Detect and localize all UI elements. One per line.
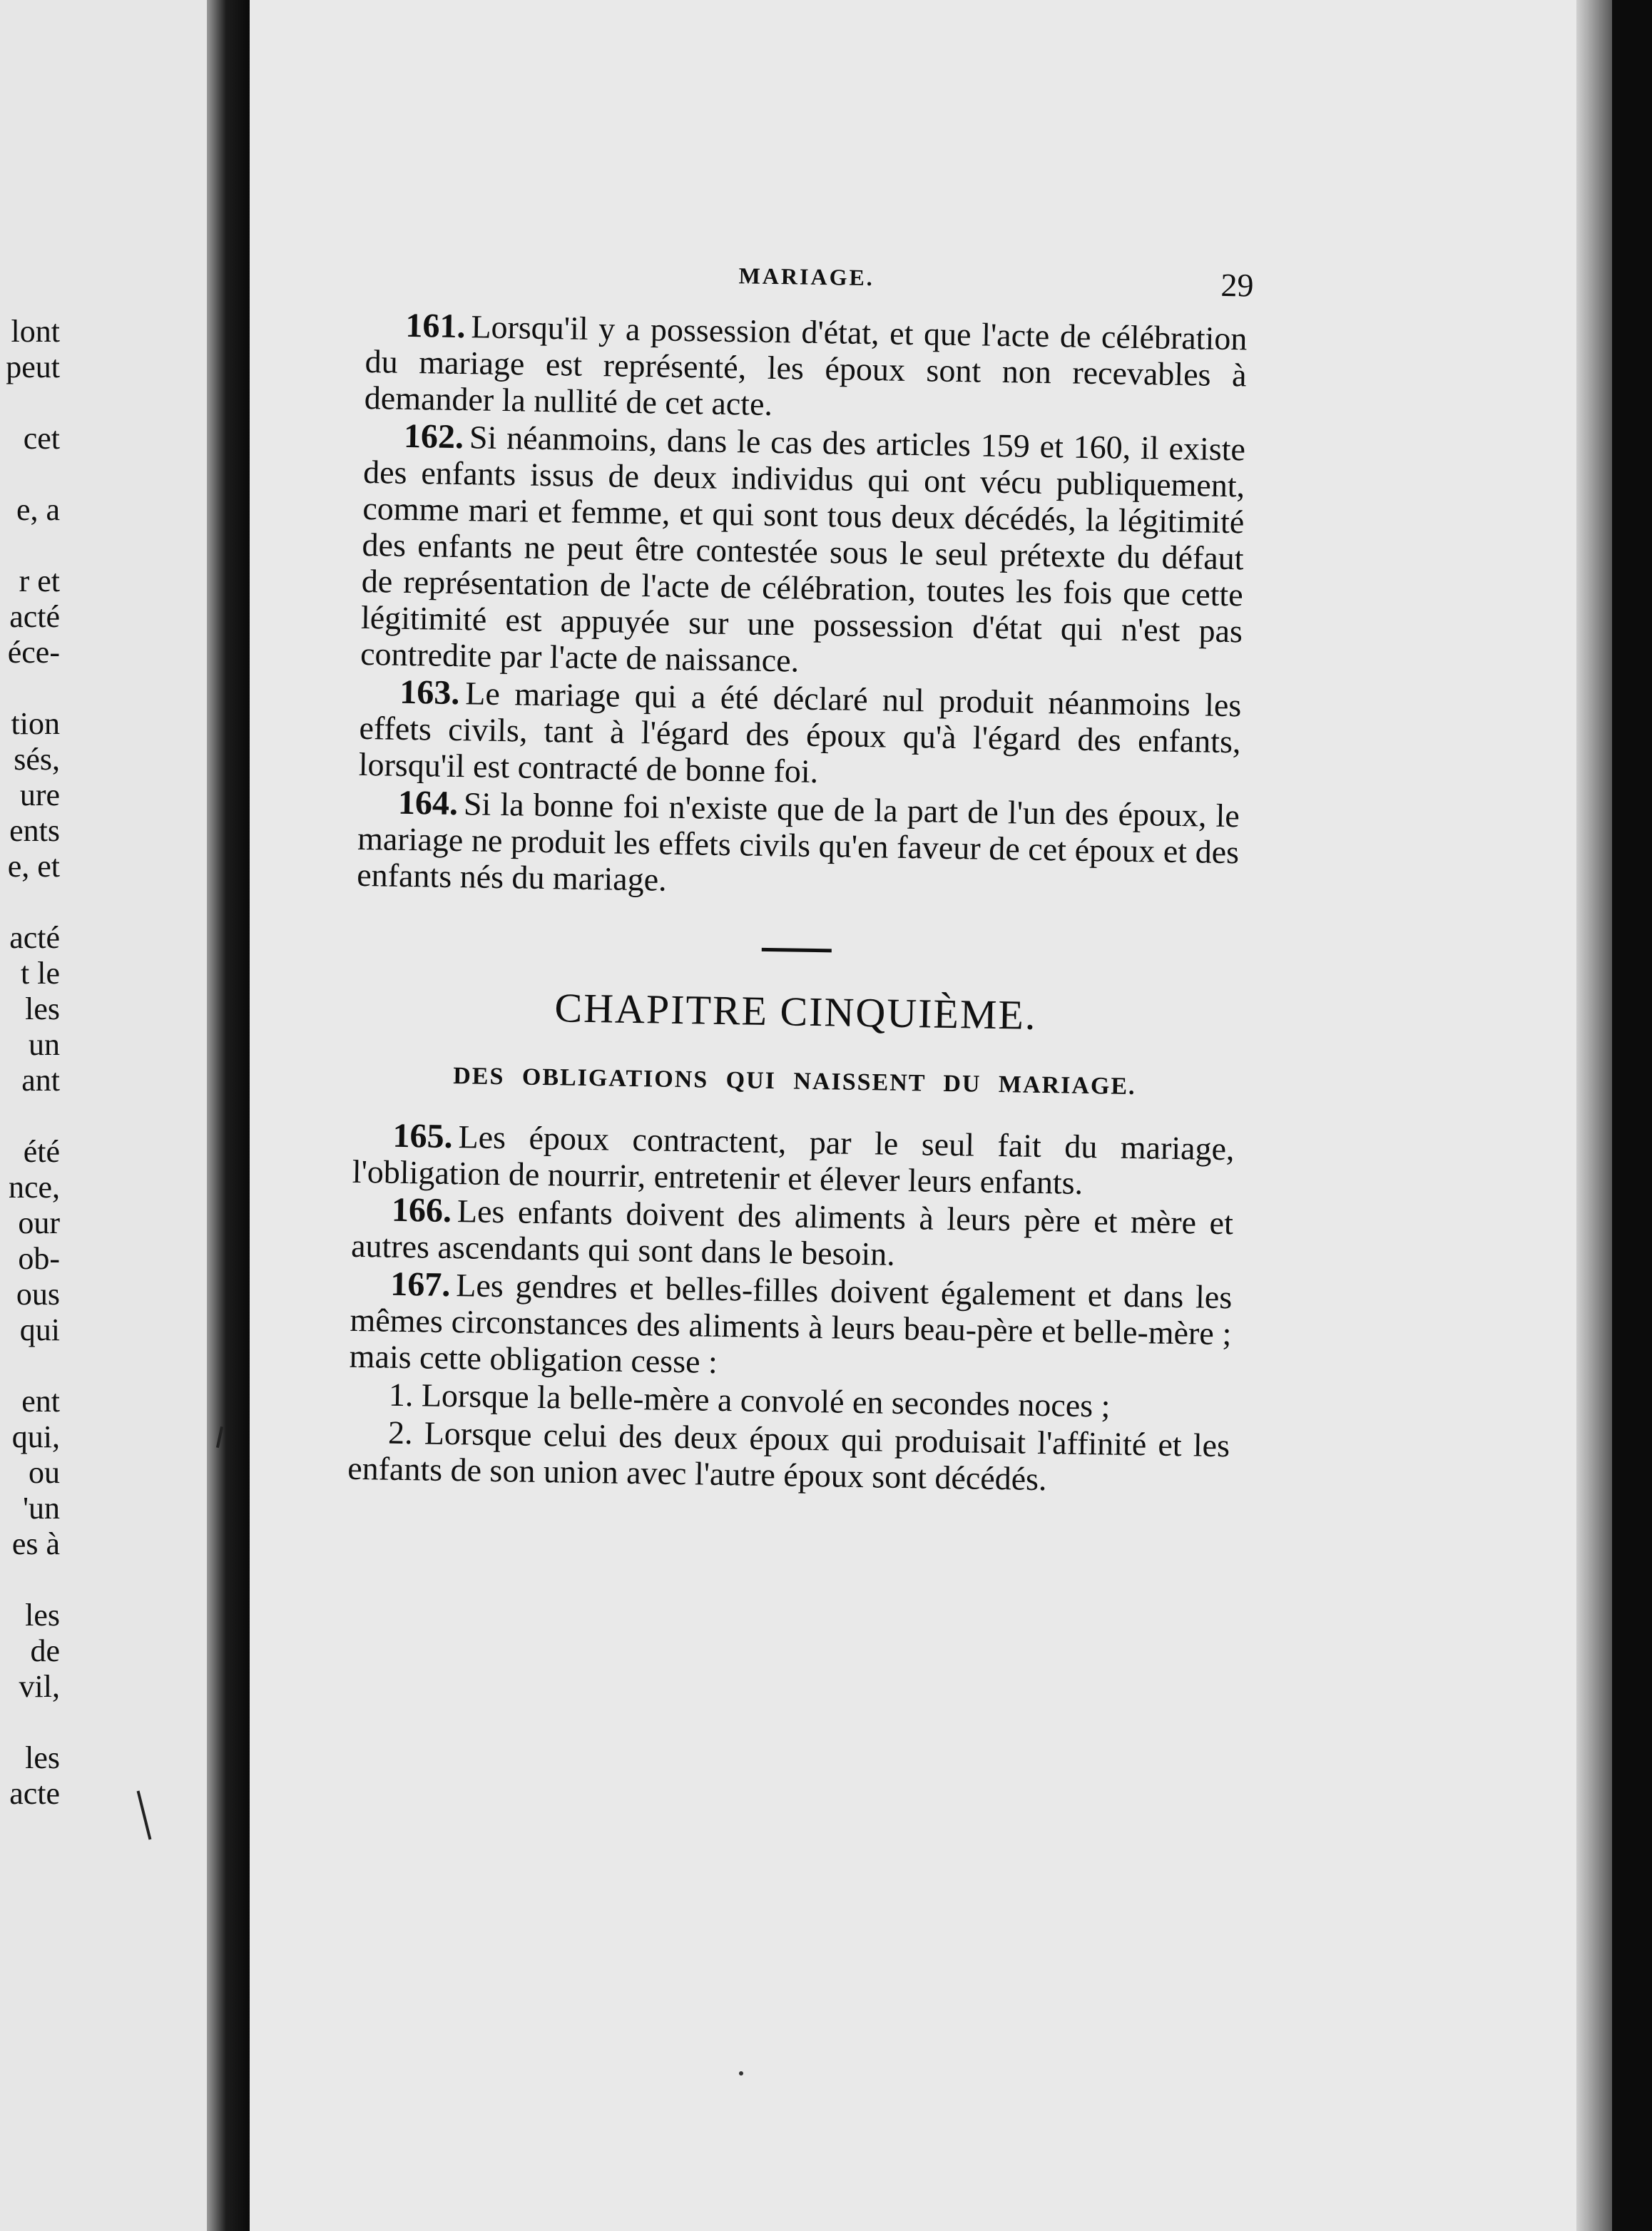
left-line [0, 1348, 60, 1384]
left-line: e, a [16, 492, 60, 527]
page-number: 29 [1220, 266, 1254, 304]
left-line: ous [16, 1277, 60, 1312]
left-line: lont [11, 314, 60, 349]
article-number: 165. [392, 1116, 454, 1156]
left-line: our [18, 1205, 60, 1240]
article-text: Si la bonne foi n'existe que de la part de l'un des époux, le mariage ne produit les effets civils qu'en faveur de cet époux et des enfants nés du mariage. [356, 785, 1240, 898]
enumeration-item: 2. Lorsque celui des deux époux qui produisait l'affinité et les enfants de son union avec l'autre époux sont décédés. [347, 1414, 1230, 1498]
article-number: 166. [391, 1190, 452, 1230]
left-line: les [25, 1740, 60, 1775]
article-number: 161. [405, 306, 466, 346]
ink-mark [137, 1791, 152, 1840]
page-content [347, 257, 1254, 1501]
article-text: Les époux contractent, par le seul fait du mariage, l'obligation de nourrir, entretenir et élever leurs enfants. [352, 1118, 1235, 1201]
section-rule [762, 948, 832, 953]
enumeration-item: 1. Lorsque la belle-mère a convolé en secondes noces ; [388, 1376, 1111, 1424]
article [349, 1265, 1232, 1388]
left-line: nce, [8, 1170, 60, 1205]
left-line: sés, [14, 742, 60, 777]
article [352, 1117, 1234, 1203]
article-text: Le mariage qui a été déclaré nul produit néanmoins les effets civils, tant à l'égard des époux qu'à l'égard des enfants, lorsqu'il est contracté de bonne foi. [358, 675, 1242, 790]
left-line: tion [11, 706, 60, 741]
left-line: e, et [7, 849, 60, 884]
article-text: Si néanmoins, dans le cas des articles 159 et 160, il existe des enfants issus de deux individus qui ont vécu publiquement, comme mari et femme, et qui sont tous deux décédés, la légitimité des enfants ne peut être contestée sous le seul prétexte du défaut de représentation de l'acte de célébration, toutes les fois que cette légitimité est appuyée sur une possession d'état qui n'est pas contredite par l'acte de naissance. [360, 419, 1246, 679]
left-line: ents [9, 813, 60, 848]
article-number: 164. [397, 783, 459, 823]
running-title: MARIAGE. [738, 262, 875, 291]
left-line: été [23, 1134, 60, 1169]
left-line: 'un [23, 1491, 60, 1526]
left-line [0, 670, 60, 706]
article-text: Les gendres et belles-filles doivent également et dans les mêmes circonstances des aliments à leurs beau-père et belle-mère ; mais cette obligation cesse : [349, 1267, 1233, 1380]
article-number: 167. [389, 1265, 451, 1305]
article [364, 307, 1247, 429]
chapter-subtitle: DES OBLIGATIONS QUI NAISSENT DU MARIAGE. [452, 1063, 1136, 1101]
left-line: les [25, 1598, 60, 1633]
left-line: vil, [19, 1669, 60, 1704]
left-line: un [29, 1027, 60, 1062]
left-line: ent [21, 1384, 60, 1419]
left-line [0, 884, 60, 920]
book-gutter [207, 0, 250, 2231]
left-line [0, 1562, 60, 1598]
left-page-text-column [0, 314, 60, 1812]
left-line [0, 528, 60, 563]
article-text: Les enfants doivent des aliments à leurs père et mère et autres ascendants qui sont dans le besoin. [350, 1193, 1234, 1272]
left-line: peut [6, 349, 60, 384]
left-line [0, 1705, 60, 1740]
left-line: qui, [11, 1419, 60, 1454]
article [351, 1191, 1233, 1277]
left-line: les [25, 991, 60, 1026]
article [358, 673, 1241, 796]
left-line: t le [21, 956, 60, 991]
chapter-title: CHAPITRE CINQUIÈME. [554, 984, 1037, 1038]
left-line: r et [19, 563, 60, 598]
article-number: 162. [403, 417, 464, 456]
left-line: acté [9, 920, 60, 955]
article [360, 417, 1245, 685]
left-line: es à [11, 1526, 60, 1561]
left-line: ant [21, 1063, 60, 1098]
left-line: qui [19, 1312, 60, 1347]
article [357, 784, 1240, 907]
left-line: ob- [18, 1241, 60, 1276]
left-line: ure [19, 777, 60, 812]
page-edge [1576, 0, 1612, 2231]
left-line: cet [23, 421, 60, 456]
left-line [0, 1098, 60, 1134]
left-line: éce- [7, 635, 60, 670]
left-line [0, 456, 60, 492]
left-line: ou [29, 1455, 60, 1490]
left-page-fragment [0, 0, 207, 2231]
left-line: acté [9, 599, 60, 634]
book-cover-edge [1612, 0, 1652, 2231]
left-line [0, 385, 60, 421]
left-line: acte [9, 1776, 60, 1811]
left-line: de [30, 1633, 60, 1668]
article-text: Lorsqu'il y a possession d'état, et que l'acte de célébration du mariage est représenté, les époux sont non recevables à demander la nullité de cet acte. [364, 308, 1248, 422]
paper-speck [739, 2071, 743, 2076]
article-number: 163. [399, 673, 460, 713]
